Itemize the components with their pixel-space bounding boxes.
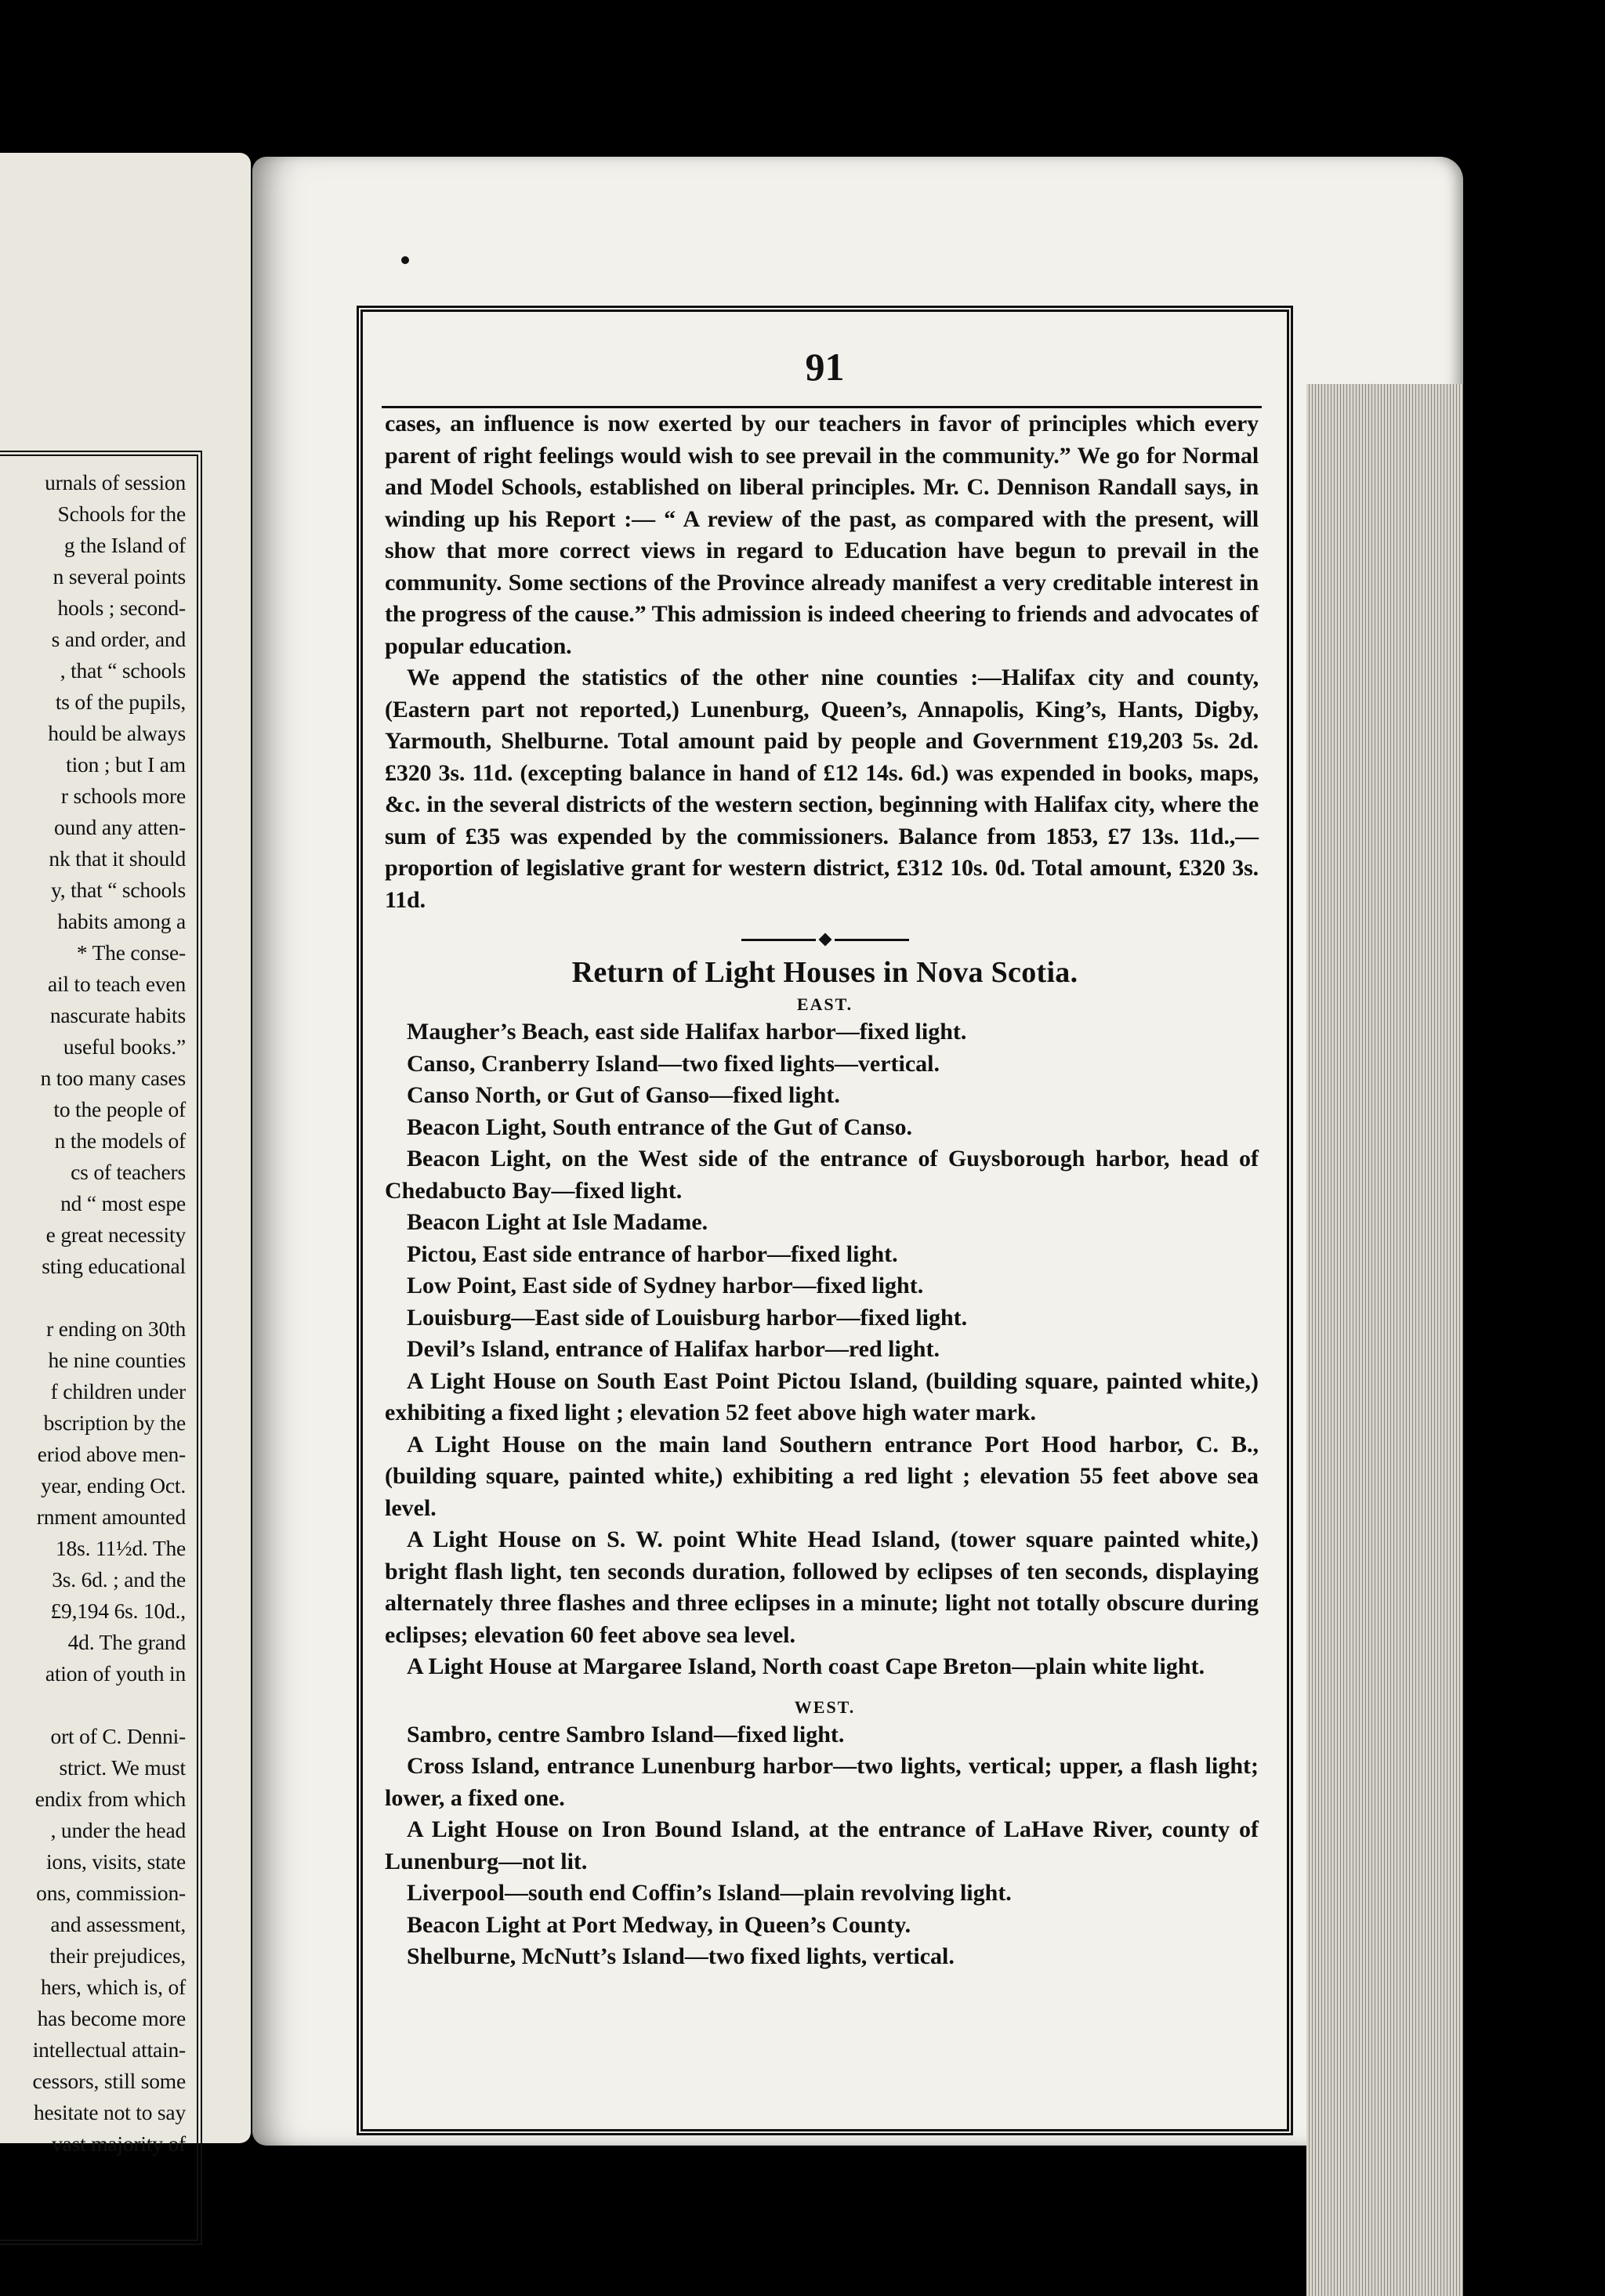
lighthouse-entry: A Light House on South East Point Pictou Island, (building square, painted white,) exhibiting a fixed light ; elevation 52 feet above high water mark. bbox=[385, 1367, 1259, 1425]
page-frame bbox=[357, 306, 1293, 2135]
lighthouse-entry: Maugher’s Beach, east side Halifax harbor—fixed light. bbox=[407, 1019, 967, 1045]
left-page-line bbox=[0, 1689, 186, 1721]
west-lighthouse-list bbox=[374, 1719, 1276, 1973]
lighthouse-entry: Low Point, East side of Sydney harbor—fixed light. bbox=[407, 1273, 924, 1298]
left-page-line: hould be always bbox=[48, 721, 186, 745]
left-page-line: urnals of session bbox=[45, 470, 186, 494]
lighthouse-entry: Beacon Light at Port Medway, in Queen’s County. bbox=[407, 1911, 911, 1938]
lighthouse-entry: Shelburne, McNutt’s Island—two fixed lights, vertical. bbox=[407, 1943, 955, 1969]
left-page-line: has become more bbox=[37, 2006, 186, 2030]
left-page-line: nascurate habits bbox=[49, 1003, 186, 1027]
left-page-line: sting educational bbox=[42, 1254, 186, 1278]
lighthouse-entry: A Light House on Iron Bound Island, at the entrance of LaHave River, county of Lunenburg—not lit. bbox=[385, 1816, 1259, 1874]
left-page-line: r ending on 30th bbox=[46, 1316, 186, 1341]
left-page-line: y, that “ schools bbox=[50, 878, 186, 902]
left-page-line: 3s. 6d. ; and the bbox=[52, 1567, 186, 1592]
lighthouse-entry: Devil’s Island, entrance of Halifax harbor—red light. bbox=[407, 1336, 940, 1362]
left-page-line: ail to teach even bbox=[47, 972, 186, 996]
left-page-line: eriod above men- bbox=[37, 1442, 186, 1466]
left-page-line: hools ; second- bbox=[57, 596, 186, 620]
left-page-line: n too many cases bbox=[40, 1066, 186, 1090]
lighthouse-entry: Canso North, or Gut of Ganso—fixed light. bbox=[407, 1082, 840, 1108]
left-page-line: cs of teachers bbox=[71, 1160, 186, 1184]
west-heading: WEST. bbox=[794, 1697, 856, 1717]
left-page-line: ort of C. Denni- bbox=[50, 1724, 186, 1748]
left-page-line: hers, which is, of bbox=[40, 1975, 186, 1999]
ink-dot bbox=[401, 256, 409, 264]
east-lighthouse-list bbox=[374, 1016, 1276, 1683]
left-page-line: n the models of bbox=[54, 1128, 186, 1153]
paragraph-2: We append the statistics of the other nine counties :—Halifax city and county, (Eastern part not reported,) Lunenburg, Queen’s, Annapolis, King’s, Hants, Digby, Yarmouth, Shelburne. Total amount paid by people and Government £19,203 5s. 2d. £320 3s. 11d. (excepting balance in hand of £12 14s. 6d.) was expended in books, maps, &c. in the several districts of the western section, beginning with Halifax city, where the sum of £35 was expended by the commissioners. Balance from 1853, £7 13s. 11d.,—proportion of legislative grant for western district, £312 10s. 0d. Total amount, £320 3s. 11d. bbox=[385, 665, 1259, 913]
left-page-line bbox=[0, 1282, 186, 1313]
lighthouse-entry: Liverpool—south end Coffin’s Island—plain revolving light. bbox=[407, 1880, 1012, 1906]
left-page-line: and assessment, bbox=[50, 1912, 186, 1936]
left-page-line: £9,194 6s. 10d., bbox=[50, 1599, 186, 1623]
paragraph-1: cases, an influence is now exerted by our teachers in favor of principles which every parent of right feelings would wish to see prevail in the community.” We go for Normal and Model Schools, established on liberal principles. Mr. C. Dennison Randall says, in winding up his Report :— “ A review of the past, as compared with the present, will show that more correct views in regard to Education have begun to prevail in the community. Some sections of the Province already manifest a very creditable interest in the progress of the cause.” This admission is indeed cheering to friends and advocates of popular education. bbox=[385, 411, 1259, 659]
left-page-line: * The conse- bbox=[76, 940, 186, 965]
left-page-line: , that “ schools bbox=[60, 658, 186, 683]
left-page-line: bscription by the bbox=[43, 1411, 186, 1435]
left-page-text bbox=[0, 467, 186, 2160]
left-page-line: ound any atten- bbox=[53, 815, 186, 839]
left-page-line: tion ; but I am bbox=[66, 752, 186, 777]
left-page-line: habits among a bbox=[57, 909, 186, 933]
east-heading: EAST. bbox=[796, 994, 853, 1014]
left-page-line: Schools for the bbox=[57, 502, 186, 526]
left-page-line: to the people of bbox=[53, 1097, 186, 1121]
left-page-line: their prejudices, bbox=[49, 1943, 186, 1968]
left-page-line: s and order, and bbox=[51, 627, 186, 651]
left-page-line: useful books.” bbox=[63, 1034, 186, 1059]
left-page-line: ation of youth in bbox=[45, 1661, 186, 1686]
left-page-line: vast majority of bbox=[52, 2131, 186, 2156]
left-page-line: g the Island of bbox=[63, 533, 186, 557]
lighthouse-entry: Beacon Light at Isle Madame. bbox=[407, 1209, 708, 1235]
left-page-line: endix from which bbox=[34, 1787, 186, 1811]
left-page-line: year, ending Oct. bbox=[41, 1473, 186, 1497]
lighthouse-entry: Canso, Cranberry Island—two fixed lights—vertical. bbox=[407, 1050, 940, 1077]
left-page-line: hesitate not to say bbox=[33, 2100, 186, 2124]
left-page-line: ions, visits, state bbox=[45, 1849, 186, 1874]
left-page-line: e great necessity bbox=[45, 1222, 186, 1247]
left-page-line: rnment amounted bbox=[36, 1505, 186, 1529]
lighthouse-entry: Pictou, East side entrance of harbor—fixed light. bbox=[407, 1240, 898, 1267]
lighthouse-entry: A Light House at Margaree Island, North coast Cape Breton—plain white light. bbox=[407, 1653, 1205, 1679]
lighthouse-entry: Beacon Light, South entrance of the Gut of Canso. bbox=[407, 1114, 913, 1140]
left-page-line: 18s. 11½d. The bbox=[55, 1536, 186, 1560]
page-edges bbox=[1306, 384, 1463, 2296]
left-page-line: nd “ most espe bbox=[60, 1191, 186, 1215]
left-page-line: intellectual attain- bbox=[32, 2037, 186, 2062]
left-page-line: n several points bbox=[53, 564, 186, 588]
left-page-line: r schools more bbox=[60, 784, 186, 808]
lighthouse-entry: A Light House on S. W. point White Head Island, (tower square painted white,) bright flash light, ten seconds duration, followed by eclipses of ten seconds, displaying alternately three flashes and three eclipses in a minute; light not totally obscure during eclipses; elevation 60 feet above sea level. bbox=[385, 1526, 1259, 1648]
lighthouse-entry: Beacon Light, on the West side of the entrance of Guysborough harbor, head of Chedabucto Bay—fixed light. bbox=[385, 1146, 1259, 1204]
left-page-line: , under the head bbox=[50, 1818, 186, 1842]
left-page-line: cessors, still some bbox=[32, 2069, 186, 2093]
left-page-line: he nine counties bbox=[48, 1348, 186, 1372]
left-page-line: 4d. The grand bbox=[67, 1630, 186, 1654]
left-page-line: f children under bbox=[50, 1379, 186, 1403]
left-page-frame bbox=[0, 451, 202, 2245]
page-number: 91 bbox=[805, 345, 845, 389]
section-ornament bbox=[374, 935, 1276, 944]
lighthouse-entry: Louisburg—East side of Louisburg harbor—fixed light. bbox=[407, 1304, 968, 1331]
left-page-line: ons, commission- bbox=[36, 1881, 186, 1905]
lighthouse-entry: Cross Island, entrance Lunenburg harbor—two lights, vertical; upper, a flash light; lower, a fixed one. bbox=[385, 1753, 1259, 1811]
left-page-line: ts of the pupils, bbox=[55, 690, 186, 714]
left-page-line: strict. We must bbox=[59, 1755, 186, 1780]
left-facing-page bbox=[0, 153, 251, 2156]
body-text bbox=[374, 408, 1276, 916]
section-title: Return of Light Houses in Nova Scotia. bbox=[571, 956, 1078, 989]
lighthouse-entry: A Light House on the main land Southern entrance Port Hood harbor, C. B., (building square, painted white,) exhibiting a red light ; elevation 55 feet above sea level. bbox=[385, 1431, 1259, 1521]
left-page-line: nk that it should bbox=[49, 846, 186, 871]
lighthouse-entry: Sambro, centre Sambro Island—fixed light. bbox=[407, 1721, 845, 1747]
